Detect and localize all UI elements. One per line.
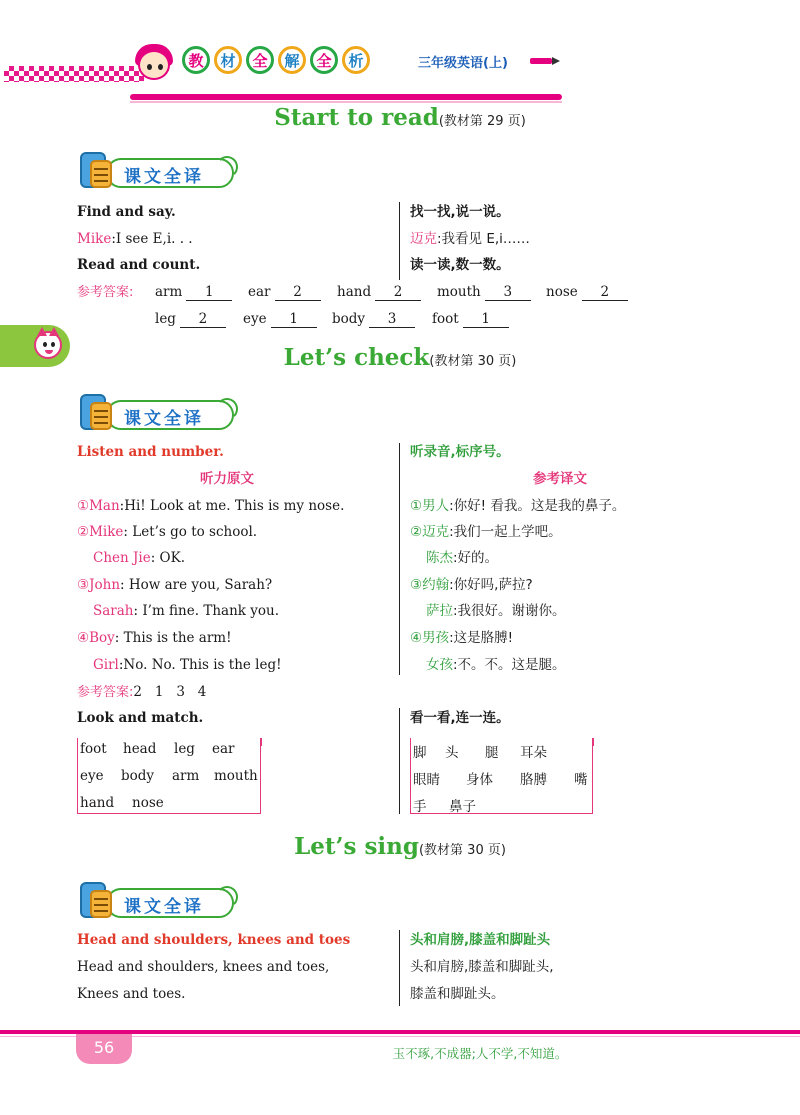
dialogue-text: :我看见 E,i…… bbox=[437, 231, 530, 247]
speaker-name: ①Man bbox=[77, 498, 120, 514]
dialogue-text: :我很好。谢谢你。 bbox=[453, 603, 566, 619]
answer-blank: 2 bbox=[582, 284, 628, 301]
section-title-text: Let’s sing bbox=[294, 833, 419, 860]
dialogue-text: :你好吗,萨拉? bbox=[449, 577, 533, 593]
section-title-lets-sing bbox=[0, 833, 800, 860]
speaker-name: ②迈克 bbox=[410, 524, 450, 540]
speaker-name: Mike bbox=[77, 231, 112, 247]
section-title-text: Let’s check bbox=[283, 344, 430, 371]
section-title-text: Start to read bbox=[274, 104, 439, 131]
dialogue-line-cn bbox=[426, 656, 566, 674]
speaker-name: ④Boy bbox=[77, 630, 115, 646]
dialogue-text: : How are you, Sarah? bbox=[120, 577, 273, 593]
speaker-name: ④男孩 bbox=[410, 630, 450, 646]
answer-blank: 2 bbox=[180, 311, 226, 328]
checker-decoration bbox=[4, 66, 144, 82]
listen-heading: Listen and number. bbox=[77, 444, 224, 460]
answer-item bbox=[437, 284, 531, 301]
translation-badge bbox=[76, 150, 238, 192]
translation-badge bbox=[76, 392, 238, 434]
dialogue-line-cn bbox=[410, 576, 533, 594]
instruction-find-and-say: Find and say. bbox=[77, 204, 176, 220]
header-rule-thin bbox=[130, 101, 562, 103]
listen-heading-cn: 听录音,标序号。 bbox=[410, 444, 510, 460]
match-word-cn: 头 bbox=[445, 745, 459, 761]
dialogue-text: : OK. bbox=[150, 550, 186, 566]
answer-item bbox=[337, 284, 421, 301]
dialogue-text: :No. No. This is the leg! bbox=[118, 657, 282, 673]
song-line: Knees and toes. bbox=[77, 986, 186, 1002]
dialogue-line bbox=[93, 549, 185, 567]
match-word-cn: 嘴 bbox=[574, 772, 588, 788]
answer-item bbox=[546, 284, 628, 301]
answer-blank: 3 bbox=[369, 311, 415, 328]
instruction-read-and-count: Read and count. bbox=[77, 257, 201, 273]
song-line-cn: 膝盖和脚趾头。 bbox=[410, 986, 505, 1002]
dialogue-text: :你好! 看我。这是我的鼻子。 bbox=[449, 498, 626, 514]
title-char: 解 bbox=[278, 46, 306, 74]
dialogue-text: :Hi! Look at me. This is my nose. bbox=[119, 498, 345, 514]
listening-script-heading: 听力原文 bbox=[200, 471, 254, 487]
match-word: hand bbox=[80, 795, 115, 811]
dialogue-line-cn bbox=[426, 549, 498, 567]
speaker-name: Girl bbox=[93, 657, 119, 673]
match-word-cn: 眼睛 bbox=[413, 772, 440, 788]
dialogue-line bbox=[77, 230, 193, 248]
answer-blank: 3 bbox=[485, 284, 531, 301]
answer-value: 2 1 3 4 bbox=[133, 684, 207, 700]
badge-label: 课文全译 bbox=[124, 897, 204, 917]
dialogue-line bbox=[77, 523, 257, 541]
instruction-look-and-match-cn: 看一看,连一连。 bbox=[410, 710, 510, 726]
translation-heading: 参考译文 bbox=[533, 471, 587, 487]
book-icon bbox=[76, 880, 116, 922]
dialogue-line-cn bbox=[410, 497, 625, 515]
match-word-cn: 耳朵 bbox=[520, 745, 547, 761]
answer-item bbox=[155, 311, 226, 328]
match-word-cn: 脚 bbox=[413, 745, 427, 761]
answer-item bbox=[155, 284, 232, 301]
dialogue-text: :这是胳膊! bbox=[449, 630, 514, 646]
match-word-cn: 鼻子 bbox=[449, 799, 476, 815]
answer-item bbox=[332, 311, 415, 328]
book-icon bbox=[76, 150, 116, 192]
title-char: 材 bbox=[214, 46, 242, 74]
badge-label: 课文全译 bbox=[124, 167, 204, 187]
answer-label: 参考答案: bbox=[77, 285, 134, 300]
match-word: nose bbox=[132, 795, 164, 811]
instruction-find-and-say-cn: 找一找,说一说。 bbox=[410, 204, 510, 220]
answer-item bbox=[432, 311, 509, 328]
answer-word: body bbox=[332, 311, 366, 327]
match-word: head bbox=[123, 741, 157, 757]
speaker-name: Chen Jie bbox=[93, 550, 151, 566]
match-word: body bbox=[121, 768, 155, 784]
pencil-icon bbox=[530, 56, 560, 66]
answer-item bbox=[243, 311, 317, 328]
section-title-lets-check bbox=[0, 344, 800, 371]
column-divider bbox=[399, 930, 400, 1006]
grade-subtitle: 三年级英语(上) bbox=[418, 56, 508, 71]
dialogue-line bbox=[77, 629, 232, 647]
match-word-cn: 身体 bbox=[466, 772, 493, 788]
girl-mascot-icon bbox=[132, 36, 176, 94]
dialogue-line bbox=[77, 497, 344, 515]
instruction-look-and-match: Look and match. bbox=[77, 710, 204, 726]
book-icon bbox=[76, 392, 116, 434]
answer-word: ear bbox=[248, 284, 271, 300]
column-divider bbox=[399, 202, 400, 280]
column-divider bbox=[399, 443, 400, 675]
speaker-name: 陈杰 bbox=[426, 550, 453, 566]
dialogue-text: :好的。 bbox=[453, 550, 499, 566]
song-line: Head and shoulders, knees and toes, bbox=[77, 959, 330, 975]
speaker-name: Sarah bbox=[93, 603, 134, 619]
dialogue-line-cn bbox=[410, 629, 513, 647]
section-title-start-to-read bbox=[0, 104, 800, 131]
textbook-page-ref: (教材第 29 页) bbox=[438, 114, 526, 129]
speaker-name: 萨拉 bbox=[426, 603, 453, 619]
title-char: 全 bbox=[310, 46, 338, 74]
song-title-cn: 头和肩膀,膝盖和脚趾头 bbox=[410, 932, 551, 948]
dialogue-line bbox=[93, 602, 279, 620]
speaker-name: ③约翰 bbox=[410, 577, 450, 593]
dialogue-line-cn bbox=[426, 602, 566, 620]
answer-label: 参考答案: bbox=[77, 685, 134, 700]
answer-blank: 1 bbox=[186, 284, 232, 301]
header-rule bbox=[130, 94, 562, 100]
footer-motto: 玉不琢,不成器;人不学,不知道。 bbox=[392, 1046, 568, 1061]
dialogue-line-cn bbox=[410, 523, 562, 541]
dialogue-line-cn bbox=[410, 230, 530, 248]
book-series-title bbox=[182, 46, 370, 74]
answer-word: mouth bbox=[437, 284, 481, 300]
answer-word: eye bbox=[243, 311, 267, 327]
match-word: eye bbox=[80, 768, 104, 784]
title-char: 教 bbox=[182, 46, 210, 74]
answer-item bbox=[248, 284, 321, 301]
dialogue-line bbox=[93, 656, 282, 674]
dialogue-text: : Let’s go to school. bbox=[123, 524, 258, 540]
speaker-name: 女孩 bbox=[426, 657, 453, 673]
dialogue-text: : I’m fine. Thank you. bbox=[133, 603, 279, 619]
page-number: 56 bbox=[76, 1034, 132, 1064]
dialogue-text: :不。不。这是腿。 bbox=[453, 657, 566, 673]
speaker-name: 迈克 bbox=[410, 231, 437, 247]
textbook-page-ref: (教材第 30 页) bbox=[429, 354, 517, 369]
title-char: 析 bbox=[342, 46, 370, 74]
answer-blank: 1 bbox=[271, 311, 317, 328]
answer-word: foot bbox=[432, 311, 459, 327]
speaker-name: ①男人 bbox=[410, 498, 450, 514]
answer-blank: 1 bbox=[463, 311, 509, 328]
dialogue-text: : This is the arm! bbox=[114, 630, 232, 646]
match-word: arm bbox=[172, 768, 200, 784]
match-word: mouth bbox=[214, 768, 258, 784]
song-title: Head and shoulders, knees and toes bbox=[77, 932, 351, 948]
match-word: foot bbox=[80, 741, 107, 757]
answer-word: arm bbox=[155, 284, 183, 300]
title-char: 全 bbox=[246, 46, 274, 74]
song-line-cn: 头和肩膀,膝盖和脚趾头, bbox=[410, 959, 554, 975]
match-word-cn: 胳膊 bbox=[520, 772, 547, 788]
answer-blank: 2 bbox=[275, 284, 321, 301]
column-divider bbox=[399, 708, 400, 814]
answer-blank: 2 bbox=[375, 284, 421, 301]
match-word-cn: 手 bbox=[413, 799, 427, 815]
speaker-name: ③John bbox=[77, 577, 121, 593]
answer-word: nose bbox=[546, 284, 578, 300]
instruction-read-and-count-cn: 读一读,数一数。 bbox=[410, 257, 510, 273]
answer-word: leg bbox=[155, 311, 176, 327]
answer-word: hand bbox=[337, 284, 372, 300]
listen-answer bbox=[77, 683, 206, 702]
dialogue-text: :我们一起上学吧。 bbox=[449, 524, 562, 540]
translation-badge bbox=[76, 880, 238, 922]
badge-label: 课文全译 bbox=[124, 409, 204, 429]
match-word: ear bbox=[212, 741, 235, 757]
speaker-name: ②Mike bbox=[77, 524, 124, 540]
dialogue-text: :I see E,i. . . bbox=[111, 231, 193, 247]
textbook-page-ref: (教材第 30 页) bbox=[418, 843, 506, 858]
page-header bbox=[0, 30, 800, 92]
match-word-cn: 腿 bbox=[485, 745, 499, 761]
dialogue-line bbox=[77, 576, 272, 594]
match-word: leg bbox=[174, 741, 195, 757]
